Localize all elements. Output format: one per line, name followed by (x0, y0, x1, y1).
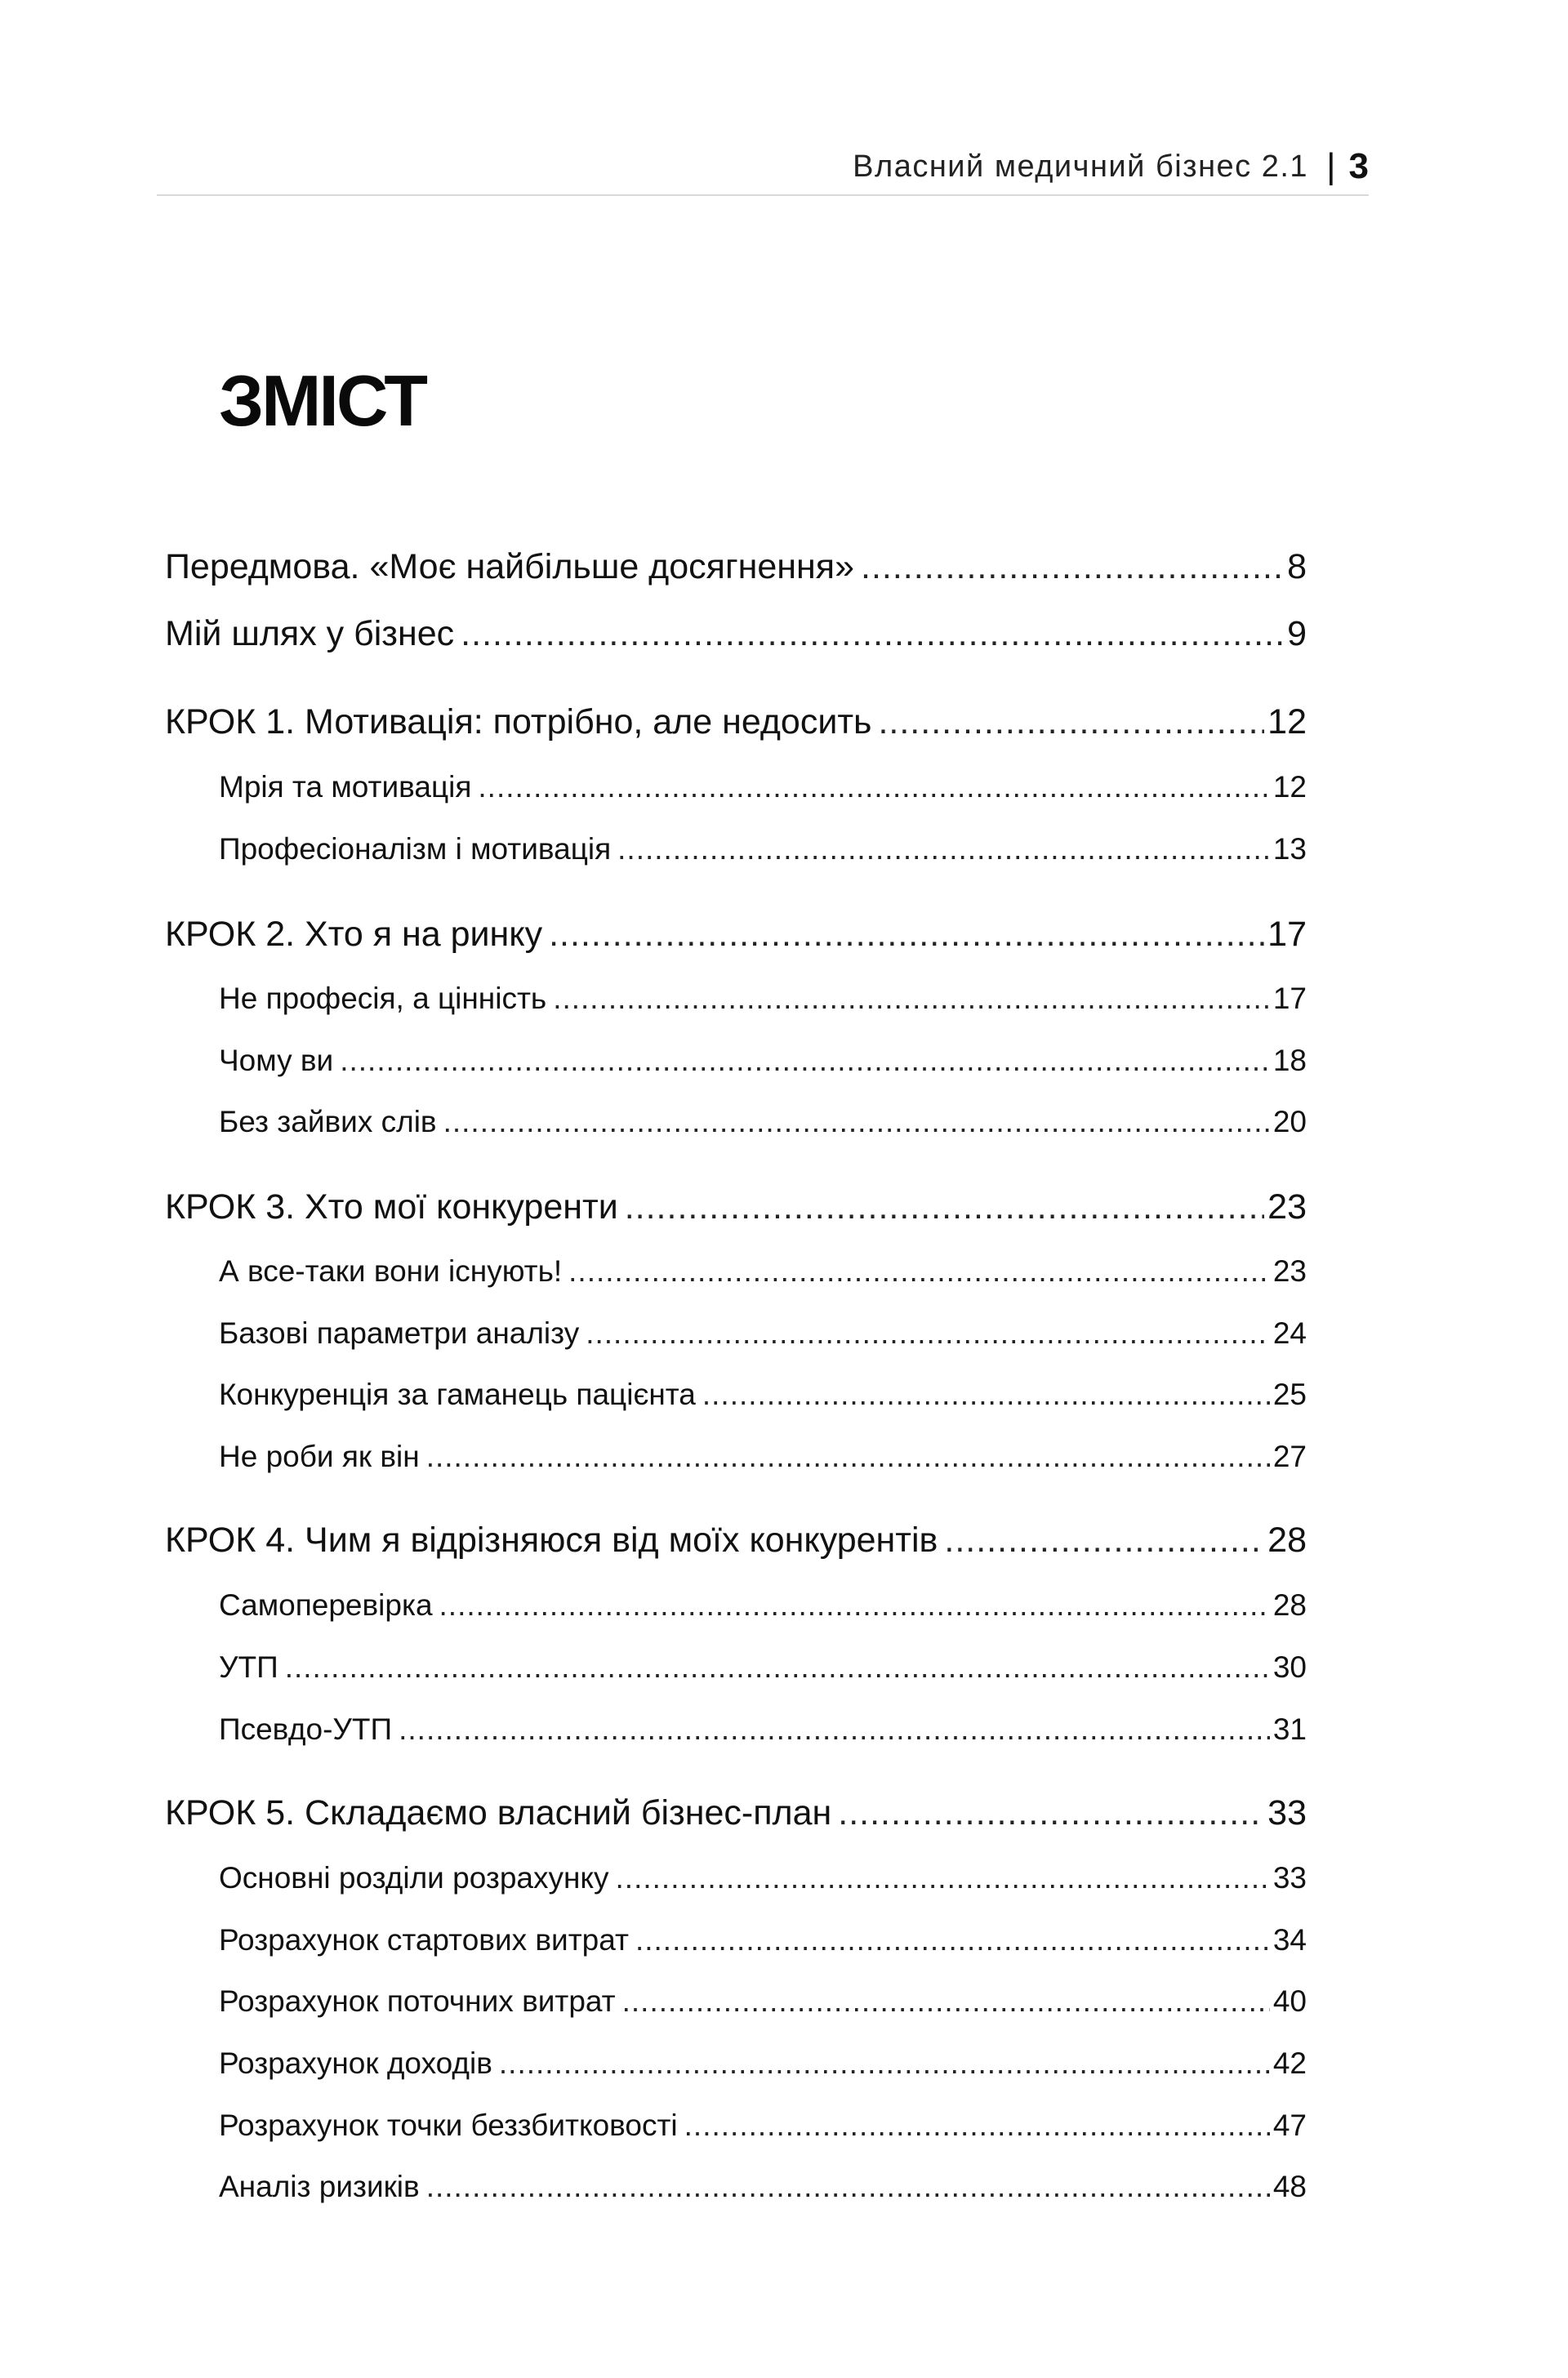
toc-entry-title: КРОК 2. Хто я на ринку (165, 915, 543, 954)
toc-entry-page: 24 (1272, 1316, 1307, 1350)
header-separator: | (1326, 146, 1336, 186)
toc-entry-title: Розрахунок точки беззбитковості (219, 2109, 678, 2142)
toc-entry-page: 42 (1272, 2046, 1307, 2080)
dot-leader (684, 2109, 1270, 2143)
toc-entry-page: 30 (1272, 1650, 1307, 1684)
toc-entry-page: 18 (1272, 1044, 1307, 1077)
toc-entry-sub[interactable] (219, 1378, 1307, 1412)
toc-entry-sub[interactable] (219, 1588, 1307, 1623)
dot-leader (622, 1984, 1270, 2019)
dot-leader (285, 1650, 1270, 1685)
page-number: 3 (1348, 146, 1369, 186)
dot-leader (426, 2170, 1270, 2204)
toc-entry-top[interactable] (165, 614, 1307, 654)
toc-entry-title: Самоперевірка (219, 1588, 433, 1622)
toc-entry-page: 40 (1272, 1984, 1307, 2018)
dot-leader (478, 770, 1269, 804)
toc-entry-sub[interactable] (219, 1861, 1307, 1895)
toc-entry-sub[interactable] (219, 1105, 1307, 1139)
toc-entry-top[interactable] (165, 915, 1307, 955)
running-header (157, 144, 1369, 196)
toc-entry-title: КРОК 3. Хто мої конкуренти (165, 1187, 618, 1227)
toc-entry-sub[interactable] (219, 1254, 1307, 1289)
toc-entry-page: 23 (1267, 1187, 1307, 1227)
dot-leader (399, 1712, 1270, 1747)
toc-entry-title: Розрахунок доходів (219, 2046, 492, 2080)
toc-entry-top[interactable] (165, 702, 1307, 742)
toc-entry-title: Чому ви (219, 1044, 334, 1077)
toc-entry-title: КРОК 4. Чим я відрізняюся від моїх конкурентів (165, 1521, 938, 1560)
toc-entry-sub[interactable] (219, 832, 1307, 866)
toc-entry-title: Розрахунок стартових витрат (219, 1923, 629, 1957)
toc-entry-page: 8 (1287, 547, 1307, 586)
dot-leader (878, 702, 1264, 742)
toc-entry-page: 28 (1267, 1521, 1307, 1560)
dot-leader (461, 614, 1284, 654)
toc-entry-sub[interactable] (219, 2170, 1307, 2204)
dot-leader (944, 1521, 1264, 1561)
toc-entry-sub[interactable] (219, 982, 1307, 1016)
toc-entry-page: 34 (1272, 1923, 1307, 1957)
toc-entry-sub[interactable] (219, 1316, 1307, 1351)
dot-leader (625, 1187, 1264, 1227)
toc-entry-page: 28 (1272, 1588, 1307, 1622)
toc-entry-page: 47 (1272, 2109, 1307, 2142)
toc-entry-page: 20 (1272, 1105, 1307, 1138)
toc-entry-page: 9 (1287, 614, 1307, 653)
dot-leader (568, 1254, 1270, 1289)
toc-entry-title: КРОК 5. Складаємо власний бізнес-план (165, 1793, 832, 1832)
toc-entry-title: Базові параметри аналізу (219, 1316, 580, 1350)
toc-entry-title: Конкуренція за гаманець пацієнта (219, 1378, 696, 1411)
dot-leader (443, 1105, 1270, 1139)
toc-entry-page: 23 (1272, 1254, 1307, 1288)
dot-leader (549, 915, 1264, 955)
toc-entry-sub[interactable] (219, 2109, 1307, 2143)
toc-entry-page: 12 (1272, 770, 1307, 804)
toc-entry-page: 33 (1272, 1861, 1307, 1895)
toc-entry-sub[interactable] (219, 2046, 1307, 2081)
toc-entry-title: Без зайвих слів (219, 1105, 437, 1138)
toc-entry-top[interactable] (165, 1521, 1307, 1561)
toc-entry-title: Псевдо-УТП (219, 1712, 393, 1746)
dot-leader (617, 832, 1270, 866)
toc-entry-title: Мрія та мотивація (219, 770, 472, 804)
toc-entry-top[interactable] (165, 1187, 1307, 1227)
page-title: ЗМІСТ (219, 360, 425, 441)
toc-entry-title: Розрахунок поточних витрат (219, 1984, 616, 2018)
toc-entry-title: Передмова. «Моє найбільше досягнення» (165, 547, 855, 586)
toc-entry-top[interactable] (165, 1793, 1307, 1833)
toc-entry-page: 31 (1272, 1712, 1307, 1746)
toc-entry-sub[interactable] (219, 1044, 1307, 1078)
dot-leader (499, 2046, 1270, 2081)
toc-entry-page: 17 (1267, 915, 1307, 954)
book-title: Власний медичний бізнес 2.1 (853, 149, 1309, 184)
toc-entry-title: Основні розділи розрахунку (219, 1861, 609, 1895)
toc-entry-page: 13 (1272, 832, 1307, 866)
dot-leader (616, 1861, 1270, 1895)
dot-leader (838, 1793, 1264, 1833)
toc-entry-sub[interactable] (219, 770, 1307, 804)
toc-entry-sub[interactable] (219, 1650, 1307, 1685)
toc-entry-sub[interactable] (219, 1923, 1307, 1957)
toc-entry-title: Аналіз ризиків (219, 2170, 420, 2203)
dot-leader (635, 1923, 1270, 1957)
toc-entry-page: 33 (1267, 1793, 1307, 1832)
toc-entry-title: КРОК 1. Мотивація: потрібно, але недосить (165, 702, 872, 741)
toc-entry-page: 27 (1272, 1440, 1307, 1473)
dot-leader (340, 1044, 1270, 1078)
dot-leader (426, 1440, 1270, 1474)
toc-entry-sub[interactable] (219, 1440, 1307, 1474)
toc-entry-title: Мій шлях у бізнес (165, 614, 455, 653)
toc-entry-page: 12 (1267, 702, 1307, 741)
toc-entry-title: Професіоналізм і мотивація (219, 832, 612, 866)
dot-leader (439, 1588, 1270, 1623)
dot-leader (861, 547, 1284, 587)
toc-entry-title: УТП (219, 1650, 278, 1684)
dot-leader (586, 1316, 1270, 1351)
toc-entry-page: 17 (1272, 982, 1307, 1015)
toc-entry-sub[interactable] (219, 1984, 1307, 2019)
toc-entry-top[interactable] (165, 547, 1307, 587)
toc-entry-page: 48 (1272, 2170, 1307, 2203)
dot-leader (553, 982, 1270, 1016)
toc-entry-title: Не професія, а цінність (219, 982, 547, 1015)
toc-entry-title: Не роби як він (219, 1440, 420, 1473)
toc-entry-page: 25 (1272, 1378, 1307, 1411)
toc-entry-title: А все-таки вони існують! (219, 1254, 563, 1288)
dot-leader (702, 1378, 1270, 1412)
toc-entry-sub[interactable] (219, 1712, 1307, 1747)
